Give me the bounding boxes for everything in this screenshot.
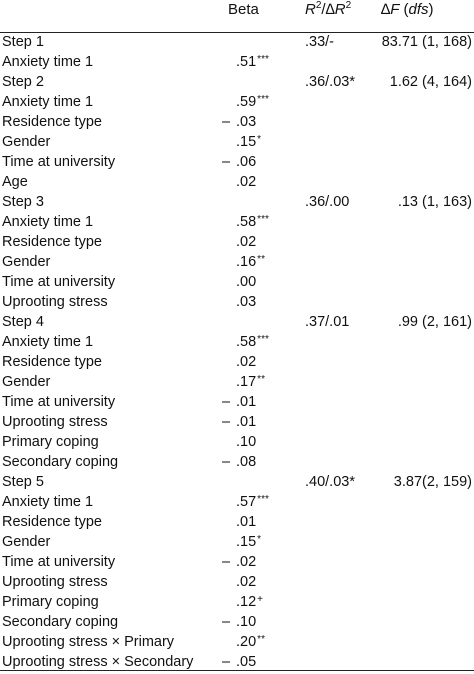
row-r2: .37/.01	[305, 314, 350, 330]
row-beta	[222, 532, 261, 554]
row-r2: .33/-	[305, 34, 335, 50]
row-label: Anxiety time 1	[2, 94, 94, 110]
beta-value: .03	[236, 114, 257, 130]
row-beta	[222, 612, 257, 634]
row-label: Primary coping	[2, 594, 99, 610]
row-beta	[222, 252, 265, 274]
row-label: Time at university	[2, 154, 116, 170]
significance-stars: ***	[257, 334, 269, 345]
beta-value: .02	[236, 354, 257, 370]
row-beta	[222, 432, 257, 454]
row-beta	[222, 52, 269, 74]
row-beta	[222, 92, 269, 114]
table-row	[0, 232, 474, 252]
row-beta	[222, 292, 257, 314]
beta-sign: –	[222, 414, 231, 430]
row-delta-f: 83.71 (1, 168)	[381, 34, 472, 50]
beta-value: .06	[236, 154, 257, 170]
row-label: Primary coping	[2, 434, 99, 450]
table-row	[0, 652, 474, 672]
table-row	[0, 472, 474, 492]
beta-value: .08	[236, 454, 257, 470]
beta-value: .58	[236, 334, 257, 350]
row-beta	[222, 512, 257, 534]
significance-stars: **	[257, 634, 265, 645]
table-body	[0, 32, 474, 672]
table-row	[0, 172, 474, 192]
row-beta	[222, 492, 269, 514]
table-row	[0, 212, 474, 232]
row-label: Step 4	[2, 314, 44, 330]
row-label: Step 5	[2, 474, 44, 490]
table-row	[0, 192, 474, 212]
row-delta-f: 1.62 (4, 164)	[389, 74, 472, 90]
row-label: Secondary coping	[2, 614, 119, 630]
table-row	[0, 552, 474, 572]
beta-value: .20	[236, 634, 257, 650]
table-row	[0, 512, 474, 532]
beta-value: .16	[236, 254, 257, 270]
header-beta: Beta	[228, 1, 259, 18]
row-label: Gender	[2, 134, 51, 150]
row-beta	[222, 632, 265, 654]
beta-value: .10	[236, 434, 257, 450]
table-row	[0, 332, 474, 352]
row-label: Anxiety time 1	[2, 494, 94, 510]
table-row	[0, 272, 474, 292]
beta-sign: –	[222, 554, 231, 570]
row-label: Time at university	[2, 274, 116, 290]
table-header	[0, 0, 474, 33]
row-beta	[222, 412, 257, 434]
row-beta	[222, 212, 269, 234]
row-label: Gender	[2, 374, 51, 390]
header-delta-f: ∆F (dfs)	[381, 1, 434, 18]
beta-sign: –	[222, 114, 231, 130]
beta-sign: –	[222, 394, 231, 410]
row-label: Step 2	[2, 74, 44, 90]
beta-value: .01	[236, 394, 257, 410]
table-row	[0, 572, 474, 592]
row-label: Uprooting stress	[2, 294, 108, 310]
row-label: Anxiety time 1	[2, 334, 94, 350]
significance-stars: **	[257, 374, 265, 385]
row-label: Uprooting stress	[2, 414, 108, 430]
beta-value: .02	[236, 574, 257, 590]
table-row	[0, 452, 474, 472]
beta-value: .02	[236, 174, 257, 190]
beta-value: .15	[236, 134, 257, 150]
row-beta	[222, 552, 257, 574]
significance-stars: *	[257, 534, 262, 545]
table-row	[0, 352, 474, 372]
table-row	[0, 92, 474, 112]
table-row	[0, 532, 474, 552]
row-beta	[222, 452, 257, 474]
table-row	[0, 52, 474, 72]
row-r2: .36/.00	[305, 194, 350, 210]
significance-stars: ***	[257, 494, 269, 505]
beta-value: .17	[236, 374, 257, 390]
beta-value: .12	[236, 594, 257, 610]
table-row	[0, 432, 474, 452]
beta-value: .15	[236, 534, 257, 550]
beta-sign: –	[222, 614, 231, 630]
row-delta-f: 3.87(2, 159)	[393, 474, 472, 490]
significance-stars: ***	[257, 214, 269, 225]
row-beta	[222, 572, 257, 594]
row-label: Time at university	[2, 394, 116, 410]
row-label: Residence type	[2, 114, 102, 130]
table-row	[0, 372, 474, 392]
row-beta	[222, 372, 265, 394]
row-label: Secondary coping	[2, 454, 119, 470]
row-beta	[222, 272, 257, 294]
table-row	[0, 412, 474, 432]
table-row	[0, 152, 474, 172]
beta-value: .10	[236, 614, 257, 630]
table-row	[0, 292, 474, 312]
row-r2: .40/.03*	[305, 474, 355, 490]
significance-stars: ***	[257, 94, 269, 105]
row-beta	[222, 172, 257, 194]
row-label: Uprooting stress	[2, 574, 108, 590]
row-label: Anxiety time 1	[2, 214, 94, 230]
row-delta-f: .99 (2, 161)	[397, 314, 472, 330]
table-row	[0, 392, 474, 412]
row-beta	[222, 312, 237, 334]
row-beta	[222, 132, 261, 154]
row-label: Residence type	[2, 514, 102, 530]
table-row	[0, 312, 474, 332]
beta-value: .58	[236, 214, 257, 230]
row-beta	[222, 152, 257, 174]
row-label: Uprooting stress × Secondary	[2, 654, 194, 670]
table-row	[0, 132, 474, 152]
significance-stars: **	[257, 254, 265, 265]
row-label: Gender	[2, 534, 51, 550]
row-label: Step 3	[2, 194, 44, 210]
table-row	[0, 252, 474, 272]
row-label: Residence type	[2, 354, 102, 370]
row-label: Uprooting stress × Primary	[2, 634, 175, 650]
row-delta-f: .13 (1, 163)	[397, 194, 472, 210]
table-row	[0, 112, 474, 132]
row-label: Gender	[2, 254, 51, 270]
row-beta	[222, 232, 257, 254]
table-row	[0, 612, 474, 632]
row-label: Step 1	[2, 34, 44, 50]
beta-value: .51	[236, 54, 257, 70]
beta-sign: –	[222, 154, 231, 170]
row-beta	[222, 192, 237, 214]
beta-value: .02	[236, 554, 257, 570]
beta-value: .01	[236, 514, 257, 530]
beta-value: .57	[236, 494, 257, 510]
row-beta	[222, 472, 237, 494]
table-row	[0, 632, 474, 652]
beta-value: .05	[236, 654, 257, 670]
row-beta	[222, 72, 237, 94]
row-label: Age	[2, 174, 28, 190]
row-r2: .36/.03*	[305, 74, 355, 90]
beta-sign: –	[222, 454, 231, 470]
row-beta	[222, 592, 263, 614]
row-label: Anxiety time 1	[2, 54, 94, 70]
row-beta	[222, 32, 237, 54]
table-row	[0, 492, 474, 512]
header-r2: $R^2/\Delta R^2$	[305, 0, 352, 18]
row-label: Time at university	[2, 554, 116, 570]
beta-value: .01	[236, 414, 257, 430]
row-beta	[222, 112, 257, 134]
row-beta	[222, 392, 257, 414]
beta-value: .03	[236, 294, 257, 310]
significance-stars: ***	[257, 54, 269, 65]
significance-stars: *	[257, 134, 262, 145]
table-row	[0, 592, 474, 612]
row-beta	[222, 332, 269, 354]
table-row	[0, 72, 474, 92]
row-beta	[222, 352, 257, 374]
beta-value: .59	[236, 94, 257, 110]
beta-sign: –	[222, 654, 231, 670]
significance-stars: +	[257, 594, 264, 605]
table-row	[0, 32, 474, 52]
beta-value: .02	[236, 234, 257, 250]
row-label: Residence type	[2, 234, 102, 250]
beta-value: .00	[236, 274, 257, 290]
